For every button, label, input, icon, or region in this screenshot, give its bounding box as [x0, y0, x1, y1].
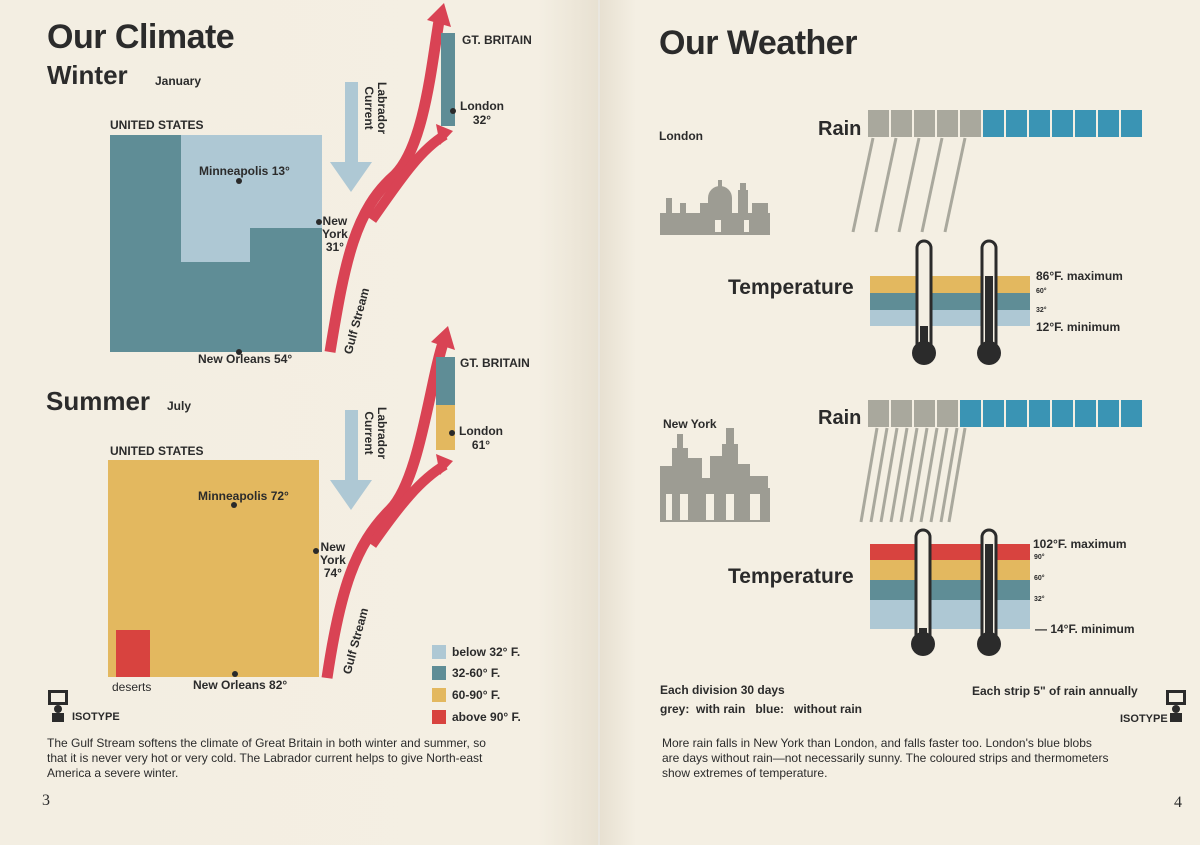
winter-london-label: London 32° [460, 99, 504, 127]
newyork-rain-label: Rain [818, 407, 862, 429]
legend-swatch-above90 [432, 710, 446, 724]
newyork-thermometer-max-bulb [977, 632, 1001, 656]
left-caption: The Gulf Stream softens the climate of Great Britain in both winter and summer, so that it is never very hot or very cold. The Labrador current helps to give North-east America a severe winter. [47, 736, 486, 780]
london-rain-label: Rain [818, 118, 862, 140]
newyork-min-label: — 14°F. minimum [1035, 622, 1135, 636]
right-page [600, 0, 1200, 845]
winter-britain-label: GT. BRITAIN [462, 33, 532, 47]
newyork-max-label: 102°F. maximum [1033, 537, 1127, 551]
summer-britain-bar-bottom [436, 405, 455, 450]
legend-swatch-60-90 [432, 688, 446, 702]
note-strip: Each strip 5" of rain annually [972, 684, 1138, 698]
london-city-label: London [659, 129, 703, 143]
isotype-logo-icon [46, 690, 70, 722]
summer-britain-bar-top [436, 357, 455, 405]
climate-title: Our Climate [47, 18, 235, 56]
page-number-left: 3 [42, 792, 50, 809]
weather-title: Our Weather [659, 24, 857, 62]
winter-minneapolis-label: Minneapolis 13° [199, 164, 290, 178]
legend-swatch-32-60 [432, 666, 446, 680]
summer-gulf-label: Gulf Stream [340, 606, 372, 676]
legend-label-60-90: 60-90° F. [452, 688, 501, 702]
page-number-right: 4 [1174, 794, 1182, 811]
summer-minneapolis-label: Minneapolis 72° [198, 489, 289, 503]
legend-label-below32: below 32° F. [452, 645, 521, 659]
summer-labrador-label: Labrador Current [362, 406, 389, 459]
newyork-tick-60: 60° [1034, 575, 1045, 582]
left-page [0, 0, 598, 845]
winter-month: January [155, 74, 202, 88]
newyork-tick-90: 90° [1034, 554, 1045, 561]
winter-region-label: UNITED STATES [110, 118, 204, 132]
newyork-tick-32: 32° [1034, 596, 1045, 603]
summer-heading: Summer [46, 386, 151, 416]
newyork-thermometer-min-bulb [911, 632, 935, 656]
winter-newyork-label: New York 31° [322, 214, 348, 254]
summer-britain-label: GT. BRITAIN [460, 356, 530, 370]
newyork-city-label: New York [663, 417, 717, 431]
isotype-logo-icon-right [1164, 690, 1188, 722]
summer-month: July [167, 399, 192, 413]
isotype-label-right: ISOTYPE [1120, 713, 1168, 725]
deserts-label: deserts [112, 680, 152, 694]
summer-london-label: London 61° [459, 424, 503, 452]
winter-heading: Winter [47, 60, 128, 90]
london-max-label: 86°F. maximum [1036, 269, 1123, 283]
london-tick-32: 32° [1036, 307, 1047, 314]
newyork-temp-label: Temperature [728, 565, 854, 588]
summer-region-label: UNITED STATES [110, 444, 204, 458]
legend-label-32-60: 32-60° F. [452, 666, 501, 680]
legend-swatch-below32 [432, 645, 446, 659]
winter-gulf-label: Gulf Stream [341, 286, 373, 356]
note-colors: grey: with rain blue: without rain [660, 702, 863, 716]
isotype-label-left: ISOTYPE [72, 711, 120, 723]
winter-labrador-label: Labrador Current [362, 81, 389, 134]
note-division: Each division 30 days [660, 683, 785, 697]
london-tick-60: 60° [1036, 288, 1047, 295]
right-caption: More rain falls in New York than London, and falls faster too. London's blue blobs are days without rain—not necessarily sunny. The coloured strips and thermometers show extremes of temperature. [662, 736, 1109, 780]
winter-neworleans-label: New Orleans 54° [198, 352, 293, 366]
london-min-label: 12°F. minimum [1036, 320, 1121, 334]
london-temp-label: Temperature [728, 276, 854, 299]
summer-neworleans-label: New Orleans 82° [193, 678, 288, 692]
summer-london-dot [449, 430, 455, 436]
legend-label-above90: above 90° F. [452, 710, 521, 724]
summer-newyork-label: New York 74° [320, 540, 346, 580]
newyork-thermometers [600, 0, 1200, 845]
